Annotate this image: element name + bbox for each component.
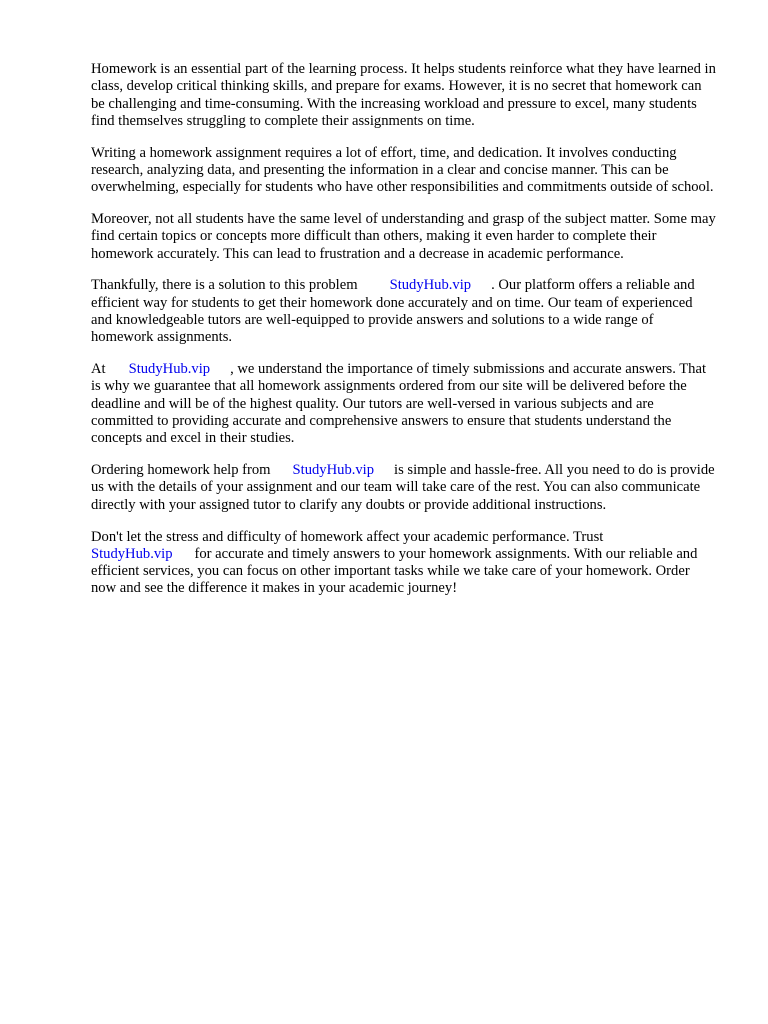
paragraph-writing: Writing a homework assignment requires a lot of effort, time, and dedication. It involves conducting research, analyzing data, and presenting the information in a clear and concise manner. This can be overwhelming, especially for students who have other responsibilities and commitments outside of school.: [91, 144, 714, 196]
studyhub-link[interactable]: StudyHub.vip: [292, 462, 375, 479]
studyhub-link[interactable]: StudyHub.vip: [91, 545, 173, 562]
paragraph-guarantee: [91, 361, 717, 447]
paragraph-ordering-text-start: Ordering homework help from: [91, 462, 271, 479]
studyhub-link[interactable]: StudyHub.vip: [128, 361, 211, 378]
paragraph-closing: [91, 529, 717, 598]
paragraph-ordering: [91, 462, 717, 514]
paragraph-solution-text-start: Thankfully, there is a solution to this problem: [91, 277, 358, 294]
paragraph-guarantee-text-start: At: [91, 361, 106, 378]
paragraph-closing-text-start: Don't let the stress and difficulty of homework affect your academic performance. Trust: [91, 528, 604, 545]
paragraph-ordering-text-end: is simple and hassle-free. All you need to do is provide us with the details of your assignment and our team will take care of the rest. You can also communicate directly with your assigned tutor to clarify any doubts or provide additional instructions.: [91, 462, 715, 513]
document-body: [91, 61, 717, 612]
paragraph-understanding: Moreover, not all students have the same level of understanding and grasp of the subject matter. Some may find certain topics or concepts more difficult than others, making it even harder to complete their homework accurately. This can lead to frustration and a decrease in academic performance.: [91, 211, 716, 262]
paragraph-solution-text-end: . Our platform offers a reliable and efficient way for students to get their homework done accurately and on time. Our team of experienced and knowledgeable tutors are well-equipped to provide answers and solutions to a wide range of homework assignments.: [91, 277, 695, 346]
paragraph-solution: [91, 277, 717, 346]
paragraph-guarantee-text-end: , we understand the importance of timely submissions and accurate answers. That is why we guarantee that all homework assignments ordered from our site will be delivered before the deadline and will be of the highest quality. Our tutors are well-versed in various subjects and are committed to providing accurate and comprehensive answers to ensure that students understand the concepts and excel in their studies.: [91, 361, 707, 447]
paragraph-closing-text-end: for accurate and timely answers to your homework assignments. With our reliable and efficient services, you can focus on other important tasks while we take care of your homework. Order now and see the difference it makes in your academic journey!: [91, 545, 698, 597]
studyhub-link[interactable]: StudyHub.vip: [389, 277, 472, 294]
paragraph-intro: Homework is an essential part of the learning process. It helps students reinforce what they have learned in class, develop critical thinking skills, and prepare for exams. However, it is no secret that homework can be challenging and time-consuming. With the increasing workload and pressure to excel, many students find themselves struggling to complete their assignments on time.: [91, 61, 716, 129]
